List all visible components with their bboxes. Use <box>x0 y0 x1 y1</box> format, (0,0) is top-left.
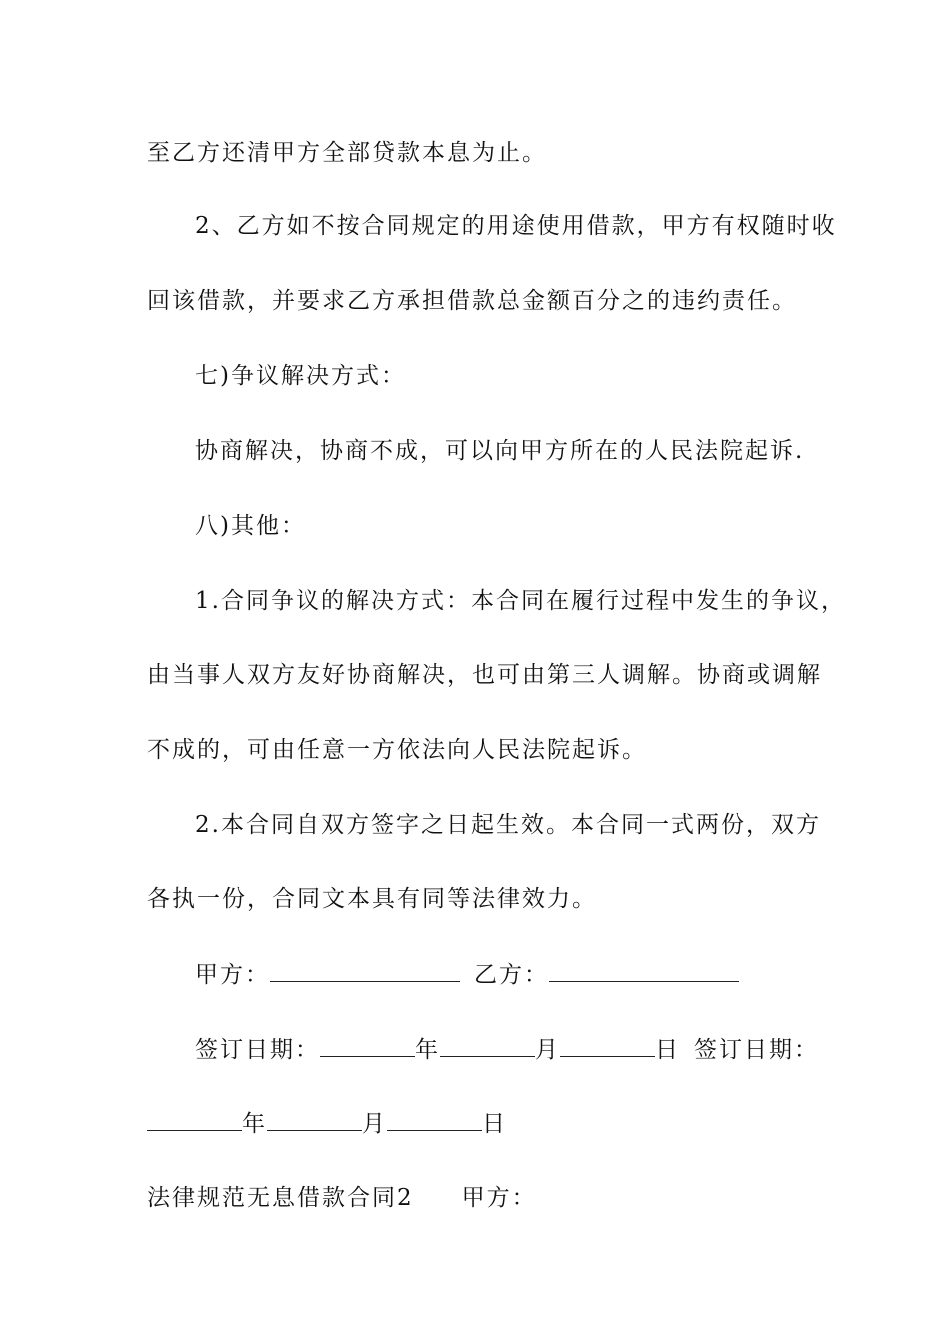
party-a-blank <box>270 959 460 982</box>
next-contract-heading-row <box>147 1183 537 1213</box>
section-heading: 八)其他： <box>195 513 306 539</box>
paragraph-line: 各执一份，合同文本具有同等法律效力。 <box>147 886 597 912</box>
year-blank <box>320 1034 415 1057</box>
month-blank <box>440 1034 535 1057</box>
year-label: 年 <box>415 1037 440 1063</box>
year-blank <box>147 1108 242 1131</box>
paragraph-line: 回该借款，并要求乙方承担借款总金额百分之的违约责任。 <box>147 288 797 314</box>
party-a-label: 甲方： <box>195 962 270 988</box>
paragraph-line: 至乙方还清甲方全部贷款本息为止。 <box>147 140 547 166</box>
party-b-blank <box>549 959 739 982</box>
date-signature-row <box>195 1034 819 1065</box>
paragraph-line: 不成的，可由任意一方依法向人民法院起诉。 <box>147 737 647 763</box>
month-blank <box>267 1108 362 1131</box>
date-label-b: 签订日期： <box>694 1037 819 1063</box>
day-blank <box>560 1034 655 1057</box>
day-label: 日 <box>482 1111 507 1137</box>
section-heading: 七)争议解决方式： <box>195 363 406 389</box>
next-party-a-label: 甲方： <box>461 1185 537 1211</box>
party-b-label: 乙方： <box>474 962 549 988</box>
paragraph-line: 2.本合同自双方签字之日起生效。本合同一式两份，双方 <box>195 812 821 838</box>
date-label-a: 签订日期： <box>195 1037 320 1063</box>
paragraph-line: 1.合同争议的解决方式：本合同在履行过程中发生的争议， <box>195 588 846 614</box>
date-signature-row-continued <box>147 1108 507 1139</box>
paragraph-line: 由当事人双方友好协商解决，也可由第三人调解。协商或调解 <box>147 662 822 688</box>
paragraph-line: 协商解决，协商不成，可以向甲方所在的人民法院起诉. <box>195 438 805 464</box>
year-label: 年 <box>242 1111 267 1137</box>
party-signature-row <box>195 959 739 990</box>
day-label: 日 <box>655 1037 680 1063</box>
next-contract-title: 法律规范无息借款合同2 <box>147 1185 414 1211</box>
day-blank <box>387 1108 482 1131</box>
month-label: 月 <box>362 1111 387 1137</box>
paragraph-line: 2、乙方如不按合同规定的用途使用借款，甲方有权随时收 <box>195 213 837 239</box>
month-label: 月 <box>535 1037 560 1063</box>
